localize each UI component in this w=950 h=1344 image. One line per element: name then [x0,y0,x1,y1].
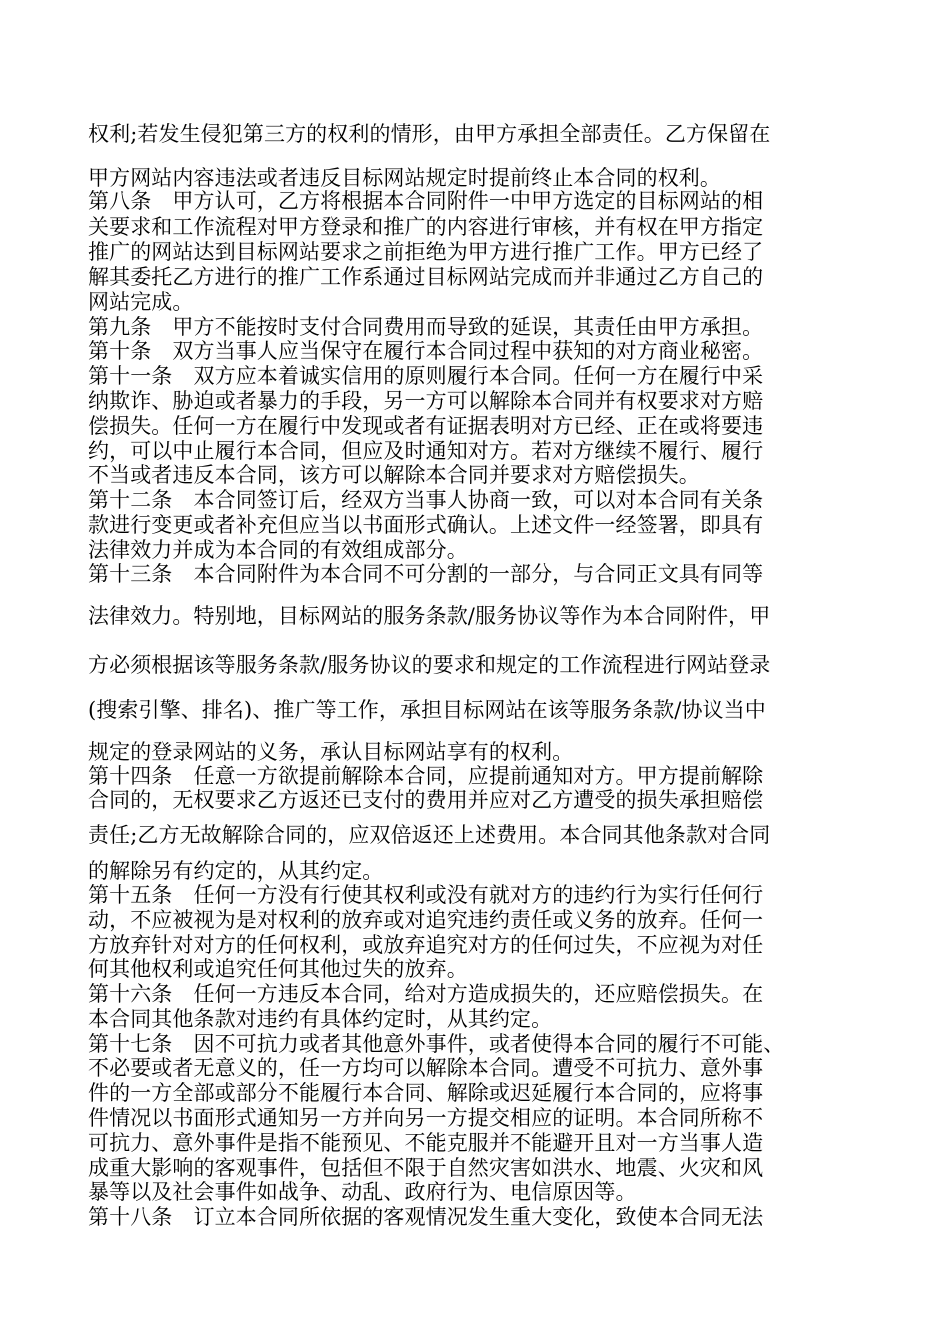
text-line: 偿损失。任何一方在履行中发现或者有证据表明对方已经、正在或将要违 [88,414,764,438]
text-line: 成重大影响的客观事件，包括但不限于自然灾害如洪水、地震、火灾和风 [88,1156,764,1180]
text-line: 件的一方全部或部分不能履行本合同、解除或迟延履行本合同的，应将事 [88,1081,764,1105]
text-line: 规定的登录网站的义务，承认目标网站享有的权利。 [88,740,574,764]
text-line: 合同的，无权要求乙方返还已支付的费用并应对乙方遭受的损失承担赔偿 [88,788,764,812]
text-line: 的解除另有约定的，从其约定。 [88,859,384,883]
text-line: 第十二条 本合同签订后，经双方当事人协商一致，可以对本合同有关条 [88,488,764,512]
text-line: 第十四条 任意一方欲提前解除本合同，应提前通知对方。甲方提前解除 [88,764,764,788]
text-line: 第十六条 任何一方违反本合同，给对方造成损失的，还应赔偿损失。在 [88,982,764,1006]
text-line: 暴等以及社会事件如战争、动乱、政府行为、电信原因等。 [88,1180,637,1204]
text-line: 不必要或者无意义的，任一方均可以解除本合同。遭受不可抗力、意外事 [88,1056,764,1080]
text-line: 解其委托乙方进行的推广工作系通过目标网站完成而并非通过乙方自己的 [88,265,764,289]
text-line: 法律效力并成为本合同的有效组成部分。 [88,538,468,562]
text-line: 本合同其他条款对违约有具体约定时，从其约定。 [88,1007,553,1031]
text-line: 责任;乙方无故解除合同的，应双倍返还上述费用。本合同其他条款对合同 [88,823,771,847]
text-line: (搜索引擎、排名)、推广等工作，承担目标网站在该等服务条款/协议当中 [88,698,766,722]
text-line: 动，不应被视为是对权利的放弃或对追究违约责任或义务的放弃。任何一 [88,908,764,932]
text-line: 第八条 甲方认可，乙方将根据本合同附件一中甲方选定的目标网站的相 [88,189,764,213]
text-line: 方必须根据该等服务条款/服务协议的要求和规定的工作流程进行网站登录 [88,653,771,677]
text-line: 推广的网站达到目标网站要求之前拒绝为甲方进行推广工作。甲方已经了 [88,240,764,264]
text-line: 何其他权利或追究任何其他过失的放弃。 [88,957,468,981]
text-line: 第十三条 本合同附件为本合同不可分割的一部分，与合同正文具有同等 [88,562,764,586]
text-line: 可抗力、意外事件是指不能预见、不能克服并不能避开且对一方当事人造 [88,1131,764,1155]
text-line: 款进行变更或者补充但应当以书面形式确认。上述文件一经签署，即具有 [88,513,764,537]
text-line: 第十七条 因不可抗力或者其他意外事件，或者使得本合同的履行不可能、 [88,1032,785,1056]
text-line: 第九条 甲方不能按时支付合同费用而导致的延误，其责任由甲方承担。 [88,315,764,339]
text-line: 第十五条 任何一方没有行使其权利或没有就对方的违约行为实行任何行 [88,883,764,907]
text-line: 约，可以中止履行本合同，但应及时通知对方。若对方继续不履行、履行 [88,439,764,463]
text-line: 权利;若发生侵犯第三方的权利的情形，由甲方承担全部责任。乙方保留在 [88,122,771,146]
text-line: 第十条 双方当事人应当保守在履行本合同过程中获知的对方商业秘密。 [88,339,764,363]
text-line: 不当或者违反本合同，该方可以解除本合同并要求对方赔偿损失。 [88,463,700,487]
text-line: 法律效力。特别地，目标网站的服务条款/服务协议等作为本合同附件，甲 [88,604,771,628]
text-line: 方放弃针对对方的任何权利，或放弃追究对方的任何过失，不应视为对任 [88,933,764,957]
text-line: 甲方网站内容违法或者违反目标网站规定时提前终止本合同的权利。 [88,166,721,190]
text-line: 网站完成。 [88,290,194,314]
text-line: 关要求和工作流程对甲方登录和推广的内容进行审核，并有权在甲方指定 [88,215,764,239]
text-line: 第十一条 双方应本着诚实信用的原则履行本合同。任何一方在履行中采 [88,364,764,388]
text-line: 件情况以书面形式通知另一方并向另一方提交相应的证明。本合同所称不 [88,1106,764,1130]
text-line: 纳欺诈、胁迫或者暴力的手段，另一方可以解除本合同并有权要求对方赔 [88,389,764,413]
text-line: 第十八条 订立本合同所依据的客观情况发生重大变化，致使本合同无法 [88,1205,764,1229]
